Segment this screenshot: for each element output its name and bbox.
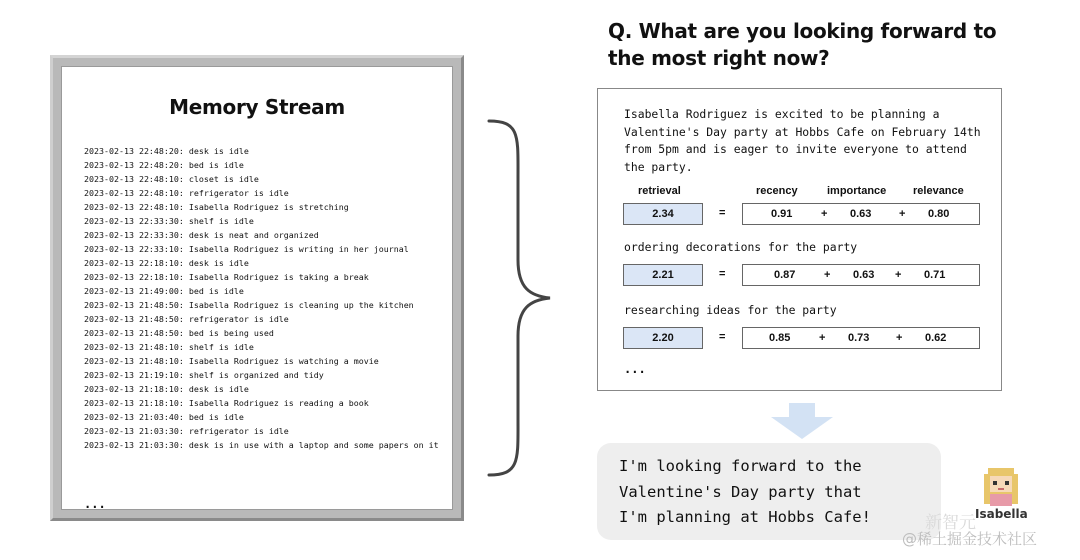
memory-entry: 2023-02-13 21:48:10: shelf is idle [84,342,254,352]
memory-entry: 2023-02-13 22:33:30: desk is neat and organized [84,230,319,240]
header-importance: importance [827,185,887,197]
memory-entry: 2023-02-13 21:19:10: shelf is organized and tidy [84,370,324,380]
retrieved-memory-summary: Isabella Rodriguez is excited to be planning a Valentine's Day party at Hobbs Cafe on February 14th from 5pm and is eager to invite everyone to attend the party. [624,107,981,174]
score-factors [742,203,980,225]
memory-item-label: ordering decorations for the party [624,240,858,254]
memory-stream-panel [61,66,453,510]
plus-sign: + [821,208,828,220]
memory-entry: 2023-02-13 21:18:10: Isabella Rodriguez is reading a book [84,398,369,408]
memory-entry: 2023-02-13 22:48:20: bed is idle [84,160,244,170]
memory-stream-frame [50,55,464,521]
recency-score: 0.87 [774,269,796,281]
memory-entry: 2023-02-13 22:48:10: closet is idle [84,174,259,184]
importance-score: 0.63 [853,269,875,281]
memory-entry: 2023-02-13 21:48:50: bed is being used [84,328,274,338]
memory-entry: 2023-02-13 22:48:20: desk is idle [84,146,249,156]
retrieval-score: 2.21 [623,264,703,286]
importance-score: 0.63 [850,208,872,220]
memory-entry: 2023-02-13 22:18:10: desk is idle [84,258,249,268]
memory-ellipsis: ... [84,497,106,511]
answer-line: I'm planning at Hobbs Cafe! [619,508,871,526]
relevance-score: 0.80 [928,208,950,220]
memory-entry: 2023-02-13 21:49:00: bed is idle [84,286,244,296]
recency-score: 0.85 [769,332,791,344]
memory-entry: 2023-02-13 22:33:30: shelf is idle [84,216,254,226]
memory-entry: 2023-02-13 21:48:50: refrigerator is idle [84,314,289,324]
memory-entry: 2023-02-13 21:03:30: refrigerator is idle [84,426,289,436]
equals-sign: = [719,331,726,343]
watermark-brand: 新智元 [925,513,976,533]
equals-sign: = [719,207,726,219]
memory-stream-title: Memory Stream [169,95,345,119]
recency-score: 0.91 [771,208,793,220]
memory-entry: 2023-02-13 21:03:30: desk is in use with a laptop and some papers on it [84,440,439,450]
avatar-name: Isabella [975,507,1028,521]
memory-item-label: researching ideas for the party [624,303,837,317]
memory-entry: 2023-02-13 22:48:10: Isabella Rodriguez is stretching [84,202,349,212]
relevance-score: 0.71 [924,269,946,281]
memory-entry: 2023-02-13 22:18:10: Isabella Rodriguez is taking a break [84,272,369,282]
header-recency: recency [756,185,798,197]
answer-line: Valentine's Day party that [619,482,862,501]
plus-sign: + [899,208,906,220]
importance-score: 0.73 [848,332,870,344]
memory-entry: 2023-02-13 22:48:10: refrigerator is idle [84,188,289,198]
memory-entry: 2023-02-13 22:33:10: Isabella Rodriguez is writing in her journal [84,244,409,254]
watermark-source: @稀土掘金技术社区 [902,530,1038,548]
question-text: Q. What are you looking forward to the most right now? [608,19,997,70]
header-retrieval: retrieval [638,185,681,197]
score-factors [742,327,980,349]
relevance-score: 0.62 [925,332,947,344]
memory-entry: 2023-02-13 21:48:10: Isabella Rodriguez is watching a movie [84,356,379,366]
retrieval-panel [597,88,1002,391]
answer-bubble [597,443,941,540]
panel-ellipsis: ... [624,362,646,376]
header-relevance: relevance [913,185,964,197]
curly-brace [486,118,556,478]
plus-sign: + [895,269,902,281]
answer-line: I'm looking forward to the [619,457,862,475]
plus-sign: + [819,332,826,344]
memory-entry: 2023-02-13 21:03:40: bed is idle [84,412,244,422]
memory-entry: 2023-02-13 21:18:10: desk is idle [84,384,249,394]
down-arrow-icon [771,403,833,439]
memory-list [84,144,444,452]
score-factors [742,264,980,286]
retrieval-score: 2.20 [623,327,703,349]
memory-entry: 2023-02-13 21:48:50: Isabella Rodriguez is cleaning up the kitchen [84,300,414,310]
retrieval-score: 2.34 [623,203,703,225]
plus-sign: + [896,332,903,344]
isabella-avatar [978,466,1024,508]
equals-sign: = [719,268,726,280]
plus-sign: + [824,269,831,281]
